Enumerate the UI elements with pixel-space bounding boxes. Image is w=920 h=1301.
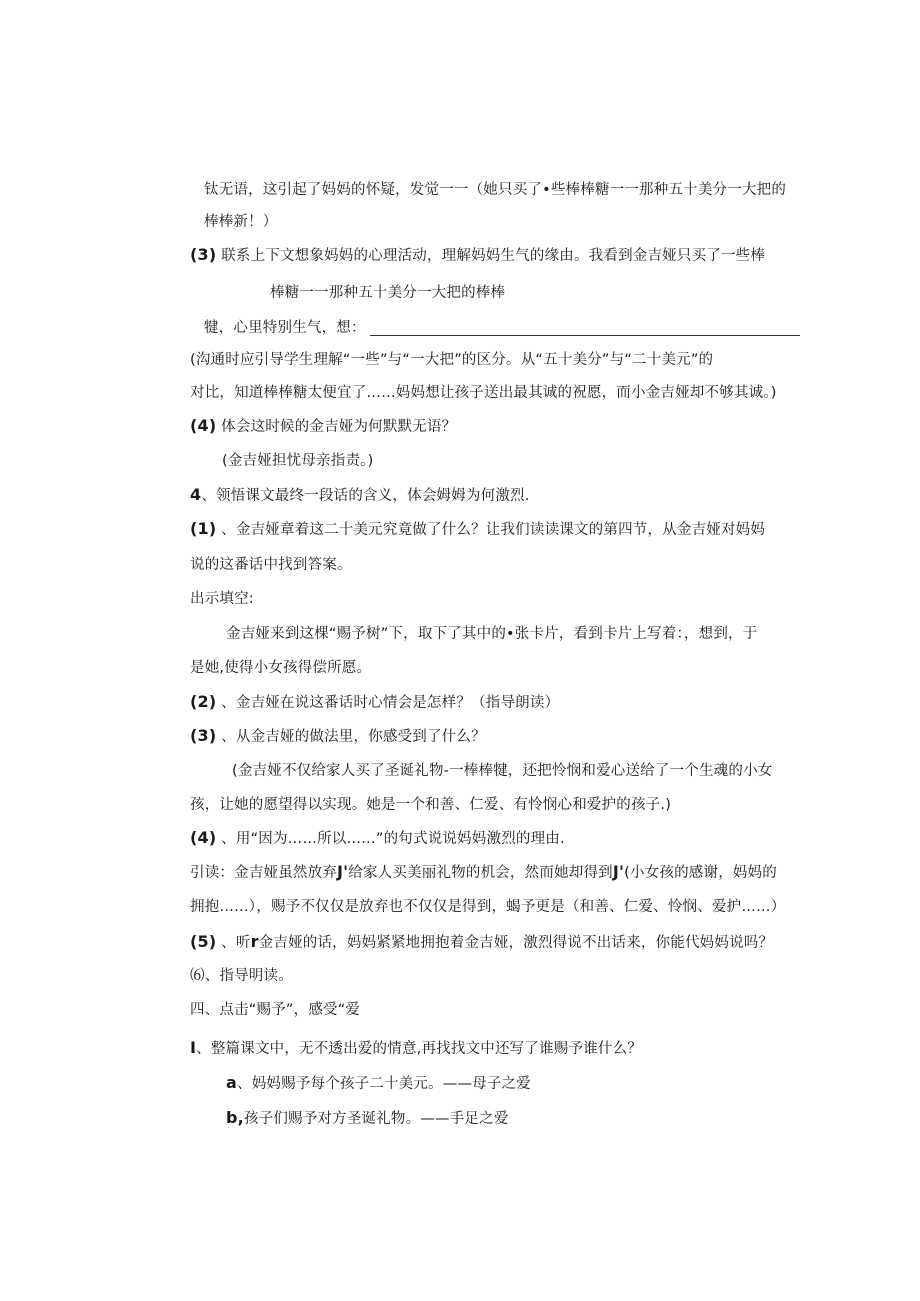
answer-line: (金吉娅不仅给家人买了圣诞礼物-一棒棒犍，还把怜悯和爱心送给了一个生魂的小女 bbox=[232, 763, 773, 779]
guided-reading-line: 拥抱……），赐予不仅仅是放弃也不仅仅是得到，蝎予更是（和善、仁爱、怜悯、爱护……） bbox=[190, 899, 786, 915]
answer-line: (金吉娅担忧母亲指责。) bbox=[222, 453, 374, 469]
question-number: (3) bbox=[190, 726, 217, 745]
question-number: (4) bbox=[190, 416, 217, 435]
question-number: (3) bbox=[190, 245, 217, 264]
text-run: 、听 bbox=[221, 935, 251, 951]
fill-label: 出示填空: bbox=[190, 591, 254, 607]
item-text: 孩子们赐予对方圣诞礼物。——手足之爱 bbox=[243, 1111, 509, 1127]
question-number: (1) bbox=[190, 519, 217, 538]
fill-text-line: 是她,使得小女孩得偿所愿。 bbox=[190, 660, 372, 676]
question-text: 联系上下文想象妈妈的心理活动，理解妈妈生气的缘由。我看到金吉娅只买了一些棒 bbox=[221, 248, 766, 264]
item-label: b, bbox=[226, 1108, 244, 1127]
answer-line: 孩，让她的愿望得以实现。她是一个和善、仁爱、有怜悯心和爱护的孩子.) bbox=[190, 797, 672, 813]
question-text: 、金吉娅章着这二十美元究竟做了什么？让我们读读课文的第四节，从金吉娅对妈妈 bbox=[221, 522, 766, 538]
question-text: 、从金吉娅的做法里，你感受到了什么？ bbox=[221, 729, 486, 745]
question-text: 体会这时候的金吉娅为何默默无语？ bbox=[221, 419, 457, 435]
list-heading bbox=[190, 1038, 642, 1059]
s4-question-4 bbox=[190, 828, 565, 849]
guided-reading-line bbox=[190, 862, 777, 883]
teacher-note-line: 对比，知道棒棒糖太便宜了……妈妈想让孩子送出最其诚的祝愿，而小金吉娅却不够其诚。) bbox=[190, 385, 777, 401]
item-label: a bbox=[226, 1073, 237, 1092]
paragraph-line: 说的这番话中找到答案。 bbox=[190, 557, 352, 573]
item-text: 、妈妈赐予每个孩子二十美元。——母子之爱 bbox=[237, 1076, 531, 1092]
answer-blank bbox=[370, 321, 800, 336]
question-number: (4) bbox=[190, 828, 217, 847]
text-run: J' bbox=[612, 862, 625, 881]
s4-question-3 bbox=[190, 726, 486, 747]
text-run: r bbox=[250, 932, 259, 951]
list-number: I bbox=[190, 1038, 197, 1057]
list-item-a bbox=[226, 1073, 531, 1094]
paragraph-line: 棒糖一一那种五十美分一大把的棒棒 bbox=[270, 285, 506, 301]
question-number: (5) bbox=[190, 932, 217, 951]
s4-question-5 bbox=[190, 932, 773, 953]
paragraph-text: 犍，心里特别生气，想： bbox=[204, 320, 366, 336]
fill-blank-line bbox=[204, 318, 800, 338]
question-3 bbox=[190, 245, 765, 266]
text-run: 金吉娅的话，妈妈紧紧地拥抱着金吉娅，激烈得说不出话来，你能代妈妈说吗？ bbox=[258, 935, 774, 951]
section-4-heading bbox=[190, 485, 530, 506]
text-run: J' bbox=[337, 862, 349, 881]
s4-question-2 bbox=[190, 692, 559, 713]
teacher-note-line: (沟通时应引导学生理解“一些”与“一大把”的区分。从“五十美分”与“二十美元”的 bbox=[190, 352, 714, 368]
question-text: 、金吉娅在说这番话时心情会是怎样？（指导朗读） bbox=[221, 695, 560, 711]
section-heading: 四、点击“赐予”，感受“爱 bbox=[190, 1002, 361, 1018]
section-text: 、领悟课文最终一段话的含义，体会姆姆为何激烈. bbox=[201, 488, 530, 504]
list-text: 、整篇课文中，无不透出爱的情意,再找找文中还写了谁赐予谁什么？ bbox=[196, 1041, 642, 1057]
s4-question-1 bbox=[190, 519, 765, 540]
paragraph-line: 棒棒新！） bbox=[204, 214, 278, 230]
text-run: 引读：金吉娅虽然放弃 bbox=[190, 865, 337, 881]
paragraph-line: 钛无语，这引起了妈妈的怀疑，发觉一一（她只买了•些棒棒糖一一那种五十美分一大把的 bbox=[204, 182, 787, 198]
text-run: 给家人买美丽礼物的机会，然而她却得到 bbox=[348, 865, 613, 881]
list-item-b bbox=[226, 1108, 509, 1129]
question-4 bbox=[190, 416, 456, 437]
question-text: 、用“因为……所以……”的句式说说妈妈激烈的理由. bbox=[221, 831, 565, 847]
s4-question-6: ⑹、指导明读。 bbox=[190, 968, 293, 984]
text-run: (小女孩的感谢，妈妈的 bbox=[624, 865, 777, 881]
section-number: 4 bbox=[190, 485, 202, 504]
question-number: (2) bbox=[190, 692, 217, 711]
fill-text-line: 金吉娅来到这棵“赐予树”下，取下了其中的•张卡片，看到卡片上写着：，想到，于 bbox=[226, 626, 758, 642]
